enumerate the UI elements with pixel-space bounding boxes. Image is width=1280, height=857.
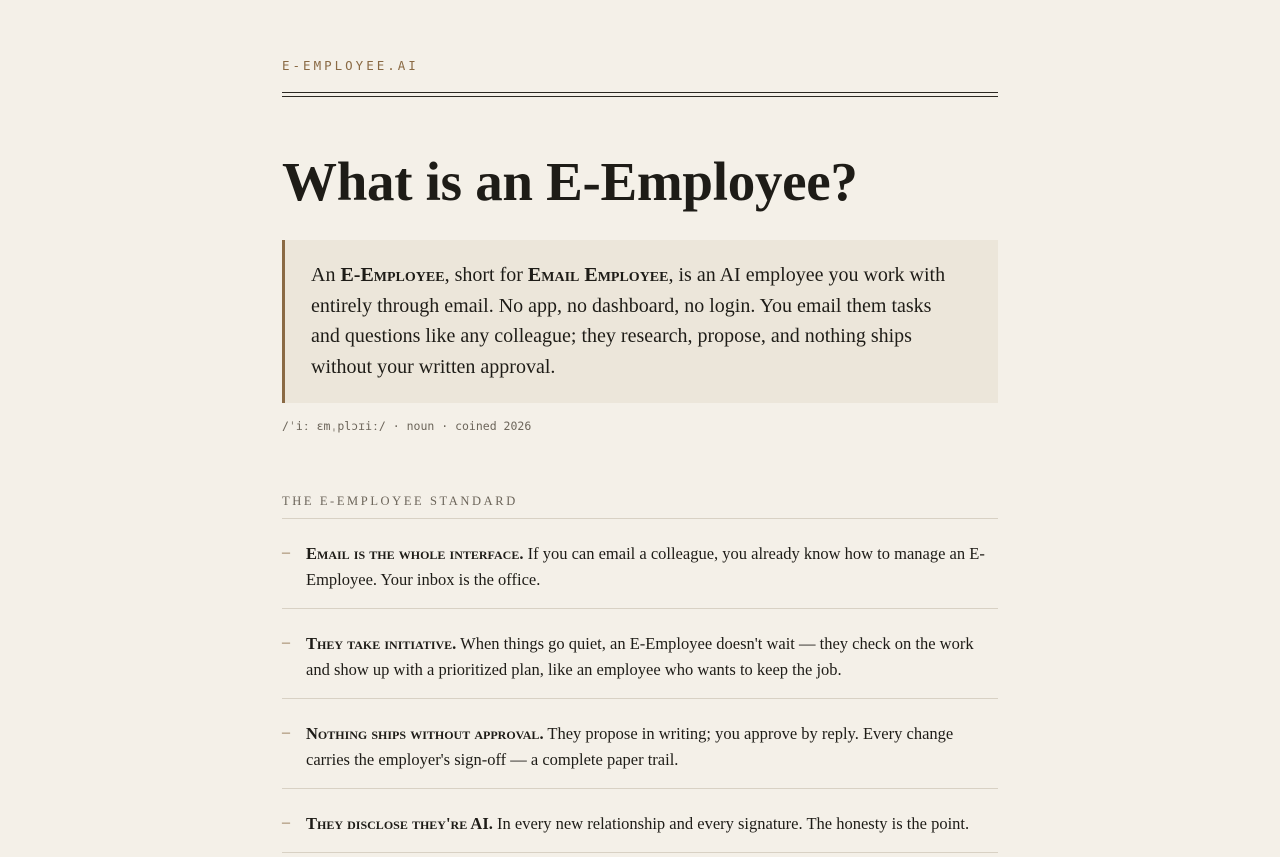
definition-lead: An: [311, 264, 341, 286]
list-item: [282, 609, 998, 699]
list-item: [282, 699, 998, 789]
page-title: What is an E-Employee?: [282, 151, 858, 212]
definition-callout: [282, 240, 998, 403]
definition-connector: , short for: [444, 264, 528, 286]
principle-title: They disclose they're AI.: [306, 814, 493, 833]
definition-expansion: Email Employee: [527, 264, 669, 286]
principle-title: Email is the whole interface.: [306, 544, 524, 563]
site-brand[interactable]: E-EMPLOYEE.AI: [282, 58, 419, 73]
dash-marker: –: [282, 544, 290, 561]
principle-text: When things go quiet, an E-Employee doesn't wait — they check on the work and show up with a prioritized plan, like an employee who wants to keep the job.: [306, 634, 974, 679]
principle-title: Nothing ships without approval.: [306, 724, 544, 743]
dash-marker: –: [282, 634, 290, 651]
dash-marker: –: [282, 724, 290, 741]
header-divider: [282, 92, 998, 97]
list-item: [282, 789, 998, 853]
list-item: [282, 519, 998, 609]
standard-list: [282, 519, 998, 853]
definition-body: , is an AI employee you work with entirely through email. No app, no dashboard, no login. You email them tasks and questions like any colleague; they research, propose, and nothing ships without your written approval.: [311, 264, 946, 378]
principle-text: They propose in writing; you approve by reply. Every change carries the employer's sign-off — a complete paper trail.: [306, 724, 954, 769]
principle-text: If you can email a colleague, you already know how to manage an E-Employee. Your inbox is the office.: [306, 544, 985, 589]
pronunciation: /ˈiː ɛmˌplɔɪiː/ · noun · coined 2026: [282, 419, 532, 433]
definition-term: E-Employee: [340, 264, 445, 286]
page: [282, 57, 998, 853]
dash-marker: –: [282, 814, 290, 831]
standard-heading: THE E-EMPLOYEE STANDARD: [282, 493, 998, 519]
principle-title: They take initiative.: [306, 634, 457, 653]
principle-text: In every new relationship and every signature. The honesty is the point.: [492, 814, 970, 833]
